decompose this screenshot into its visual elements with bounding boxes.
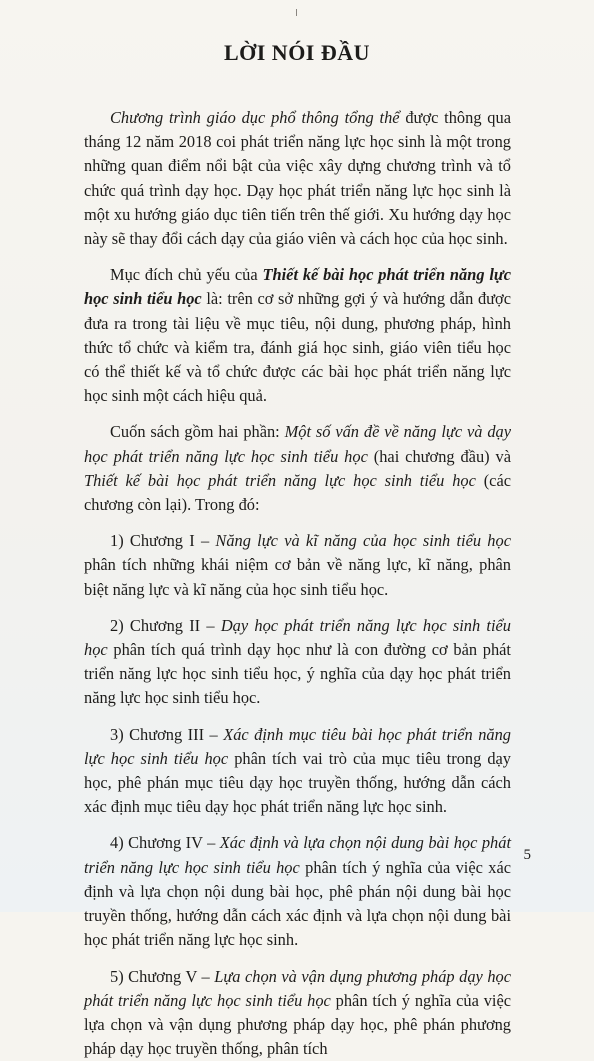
emphasized-text: Xác định mục tiêu bài học phát triển năng lực học sinh tiểu học <box>84 725 511 768</box>
text-run: phân tích quá trình dạy học như là con đường cơ bản phát triển năng lực học sinh tiểu học, ý nghĩa của dạy học phát triển năng lực học sinh tiểu học. <box>84 640 511 707</box>
text-run: phân tích vai trò của mục tiêu trong dạy học, phê phán mục tiêu dạy học truyền thống, hướng dẫn cách xác định mục tiêu dạy học phát triển năng lực học sinh. <box>84 749 511 816</box>
emphasized-text: Xác định và lựa chọn nội dung bài học phát triển năng lực học sinh tiểu học <box>84 833 511 876</box>
paragraph <box>84 106 511 251</box>
emphasized-text: Năng lực và kĩ năng của học sinh tiểu học <box>215 531 511 550</box>
text-run: 2) Chương II – <box>110 616 221 635</box>
text-run: Cuốn sách gồm hai phần: <box>110 422 285 441</box>
emphasized-text: Thiết kế bài học phát triển năng lực học sinh tiểu học <box>84 471 476 490</box>
emphasized-text: Chương trình giáo dục phổ thông tổng thể <box>110 108 400 127</box>
emphasized-text: Lựa chọn và vận dụng phương pháp dạy học phát triển năng lực học sinh tiểu học <box>84 967 511 1010</box>
preface-body <box>84 106 511 1061</box>
text-run: phân tích ý nghĩa của việc lựa chọn và vận dụng phương pháp dạy học, phê phán phương pháp dạy học truyền thống, phân tích <box>84 991 511 1058</box>
paragraph <box>84 614 511 711</box>
text-run: được thông qua tháng 12 năm 2018 coi phát triển năng lực học sinh là một trong những quan điểm nổi bật của việc xây dựng chương trình và tổ chức quá trình dạy học. Dạy học phát triển năng lực học sinh là một xu hướng giáo dục tiên tiến trên thế giới. Xu hướng dạy học này sẽ thay đổi cách dạy của giáo viên và cách học của học sinh. <box>84 108 511 248</box>
text-run: 3) Chương III – <box>110 725 223 744</box>
page-number: 5 <box>524 847 532 864</box>
text-run: phân tích ý nghĩa của việc xác định và lựa chọn nội dung bài học, phê phán nội dung bài học truyền thống, hướng dẫn cách xác định và lựa chọn nội dung bài học phát triển năng lực học sinh. <box>84 858 511 950</box>
text-run: phân tích những khái niệm cơ bản về năng lực, kĩ năng, phân biệt năng lực và kĩ năng của học sinh tiểu học. <box>84 555 511 598</box>
paragraph <box>84 723 511 820</box>
text-run: 5) Chương V – <box>110 967 214 986</box>
emphasized-text: Một số vấn đề về năng lực và dạy học phát triển năng lực học sinh tiểu học <box>84 422 511 465</box>
page-title: LỜI NÓI ĐẦU <box>0 40 594 66</box>
paragraph <box>84 831 511 952</box>
text-run: Mục đích chủ yếu của <box>110 265 262 284</box>
paragraph <box>84 420 511 517</box>
paragraph <box>84 529 511 602</box>
paragraph <box>84 263 511 408</box>
text-run: (các chương còn lại). Trong đó: <box>84 471 511 514</box>
text-run: 4) Chương IV – <box>110 833 220 852</box>
paragraph <box>84 965 511 1061</box>
emphasized-text: Thiết kế bài học phát triển năng lực học sinh tiểu học <box>84 265 511 308</box>
text-run: là: trên cơ sở những gợi ý và hướng dẫn được đưa ra trong tài liệu về mục tiêu, nội dung, phương pháp, hình thức tổ chức và kiểm tra, đánh giá học sinh, giáo viên tiểu học có thể thiết kế và tổ chức được các bài học phát triển năng lực học sinh một cách hiệu quả. <box>84 289 511 405</box>
text-run: (hai chương đầu) và <box>368 447 511 466</box>
text-run: 1) Chương I – <box>110 531 215 550</box>
print-mark <box>296 9 297 16</box>
emphasized-text: Dạy học phát triển năng lực học sinh tiểu học <box>84 616 511 659</box>
